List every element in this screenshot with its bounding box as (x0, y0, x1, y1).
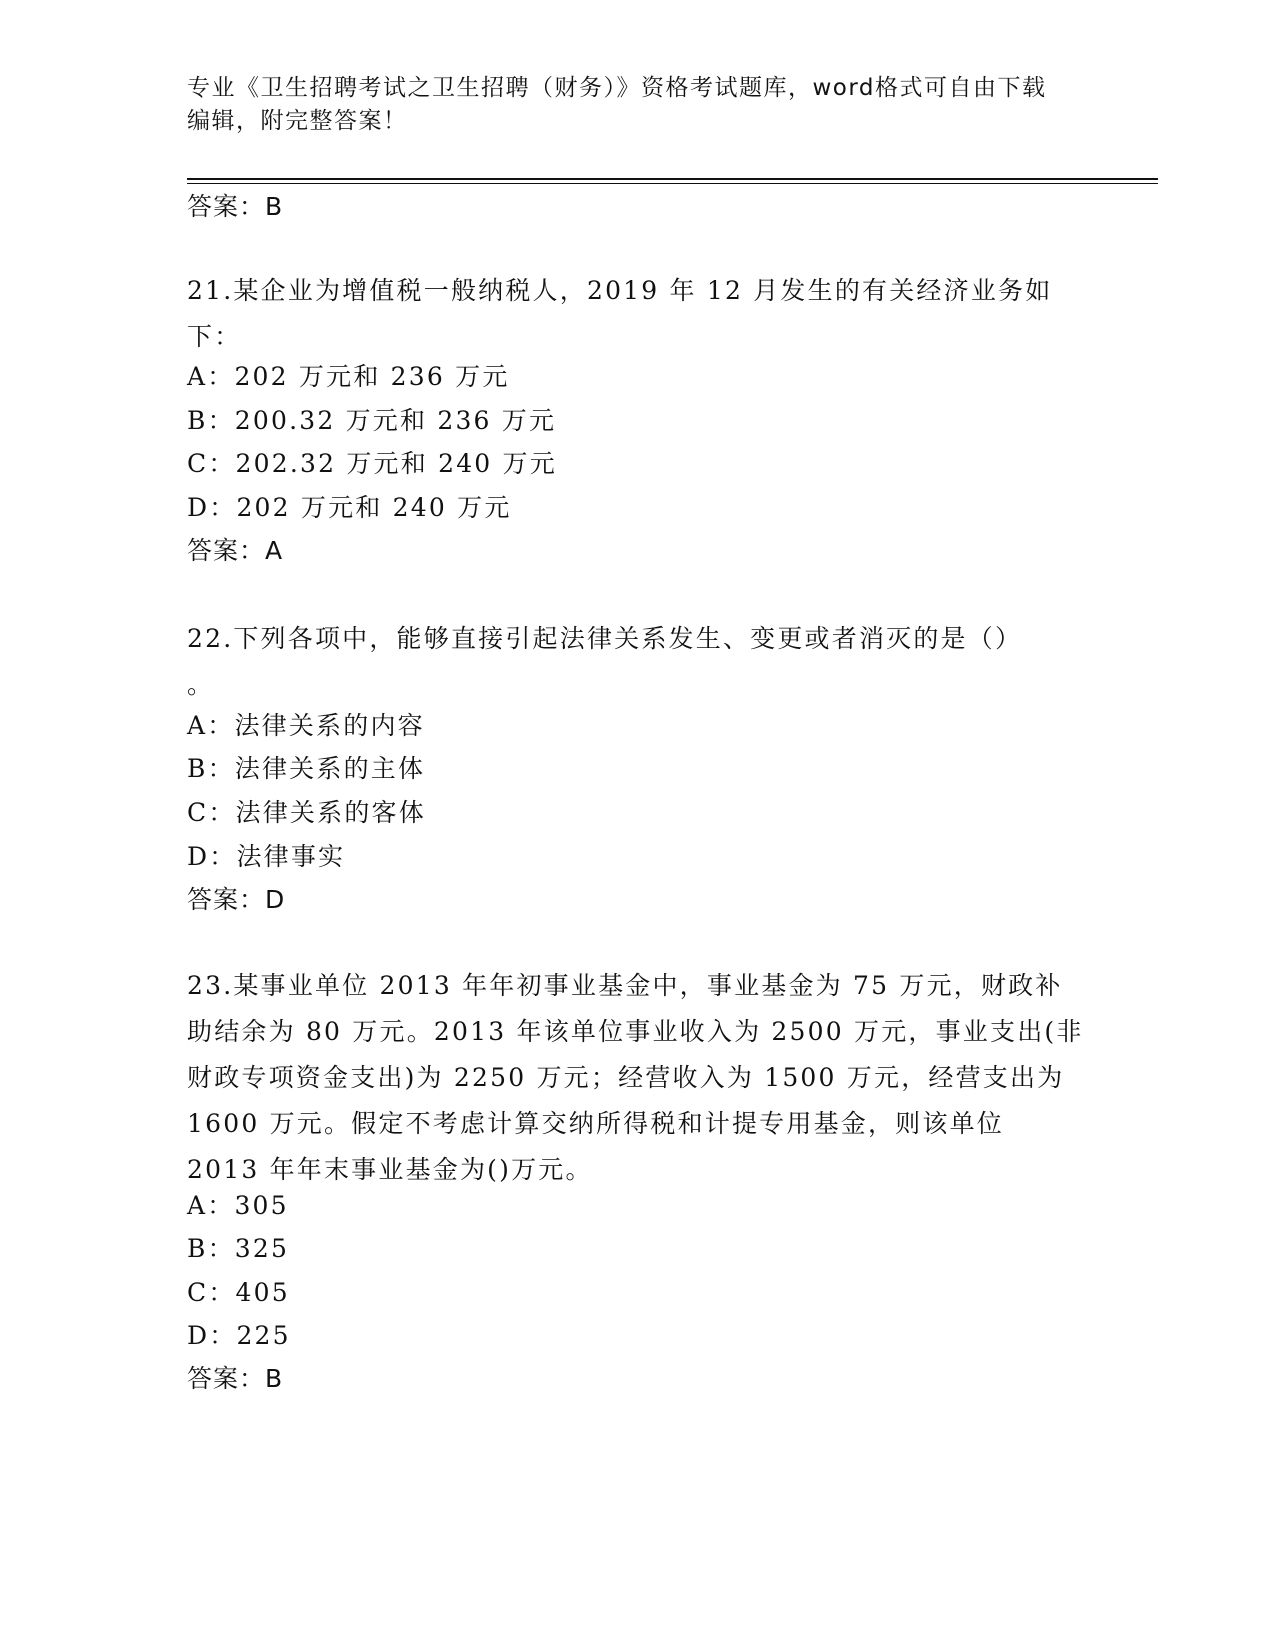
question-21-line-1: 21.某企业为增值税一般纳税人，2019 年 12 月发生的有关经济业务如 (187, 276, 1053, 305)
question-23 (187, 963, 1087, 1193)
question-23-line-4: 1600 万元。假定不考虑计算交纳所得税和计提专用基金，则该单位 (187, 1109, 1004, 1138)
answer-label: 答案： (187, 885, 266, 914)
question-22-line-1: 22.下列各项中，能够直接引起法律关系发生、变更或者消灭的是（） (187, 624, 1023, 653)
header-line-1: 专业《卫生招聘考试之卫生招聘（财务）》资格考试题库，word格式可自由下载 (187, 75, 1047, 101)
answer-22 (187, 883, 285, 917)
answer-value: D (265, 885, 286, 914)
answer-value: B (265, 1364, 284, 1393)
answer-label: 答案： (187, 1364, 266, 1393)
question-21-option-a: A：202 万元和 236 万元 (187, 362, 510, 391)
answer-label: 答案： (187, 536, 266, 565)
question-23-line-3: 财政专项资金支出)为 2250 万元；经营收入为 1500 万元，经营支出为 (187, 1063, 1065, 1092)
question-21 (187, 268, 1087, 360)
question-23-option-a: A：305 (187, 1191, 289, 1220)
question-23-option-b: B：325 (187, 1234, 290, 1263)
question-23-option-d: D：225 (187, 1321, 291, 1350)
question-22-option-b: B：法律关系的主体 (187, 754, 426, 783)
question-21-option-d: D：202 万元和 240 万元 (187, 493, 512, 522)
answer-label: 答案： (187, 192, 266, 221)
question-22-option-c: C：法律关系的客体 (187, 798, 426, 827)
answer-21 (187, 534, 283, 568)
question-23-line-5: 2013 年年末事业基金为()万元。 (187, 1155, 593, 1184)
header-rule-thin (187, 183, 1158, 184)
question-22-line-2: 。 (187, 670, 215, 699)
question-22-option-a: A：法律关系的内容 (187, 711, 425, 740)
question-21-option-b: B：200.32 万元和 236 万元 (187, 406, 557, 435)
header-line-2: 编辑，附完整答案！ (187, 108, 408, 134)
answer-value: B (265, 192, 284, 221)
header-rule-thick (187, 178, 1158, 180)
answer-23 (187, 1362, 283, 1396)
question-23-line-1: 23.某事业单位 2013 年年初事业基金中，事业基金为 75 万元，财政补 (187, 971, 1063, 1000)
question-21-line-2: 下： (187, 322, 242, 351)
document-header (187, 72, 1087, 138)
question-22 (187, 616, 1087, 708)
question-23-line-2: 助结余为 80 万元。2013 年该单位事业收入为 2500 万元，事业支出(非 (187, 1017, 1084, 1046)
answer-value: A (265, 536, 284, 565)
question-23-option-c: C：405 (187, 1278, 290, 1307)
question-21-option-c: C：202.32 万元和 240 万元 (187, 449, 557, 478)
question-22-option-d: D：法律事实 (187, 842, 346, 871)
answer-prev (187, 190, 283, 224)
